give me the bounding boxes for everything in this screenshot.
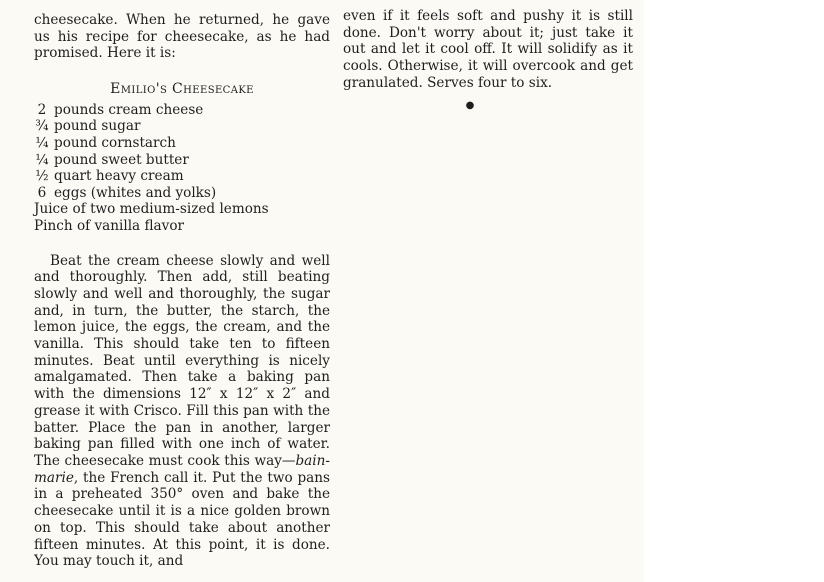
ingredient-list — [34, 102, 330, 235]
ingredient-item — [34, 201, 330, 218]
ingredient-text: pounds cream cheese — [54, 101, 204, 118]
ingredient-text: pound sugar — [54, 118, 141, 135]
method-italic-term: bain-marie — [34, 453, 330, 486]
ingredient-text: quart heavy cream — [54, 168, 184, 185]
ingredient-qty: ¼ — [35, 151, 49, 168]
ingredient-item — [34, 218, 330, 235]
ingredient-text: Pinch of vanilla flavor — [34, 217, 185, 234]
ingredient-item — [34, 185, 330, 202]
ingredient-qty: 2 — [37, 101, 47, 118]
intro-paragraph: cheesecake. When he returned, he gave us his recipe for cheesecake, as he had promised. Here it is: — [34, 12, 330, 62]
ingredient-qty: 6 — [37, 184, 47, 201]
right-column — [343, 8, 633, 111]
ingredient-text: pound cornstarch — [54, 135, 176, 151]
ingredient-qty: ½ — [35, 168, 49, 185]
ingredient-item — [34, 168, 330, 185]
ingredient-text: eggs (whites and yolks) — [54, 184, 217, 201]
ingredient-qty: ¼ — [35, 135, 49, 151]
method-paragraph — [34, 253, 330, 570]
ingredient-item — [34, 152, 330, 169]
ingredient-text: Juice of two medium-sized lemons — [34, 201, 269, 218]
left-column — [34, 12, 330, 570]
continuation-paragraph: even if it feels soft and pushy it is still done. Don't worry about it; just take it out and let it cool off. It will solidify as it cools. Otherwise, it will overcook and get granulated. Serves four to six. — [343, 8, 633, 91]
ingredient-qty: ¾ — [35, 118, 49, 135]
ingredient-text: pound sweet butter — [54, 151, 189, 168]
recipe-title: Emilio's Cheesecake — [110, 81, 254, 98]
ingredient-item — [34, 118, 330, 135]
bullet-ornament: ● — [465, 99, 475, 111]
method-text-part1: Beat the cream cheese slowly and well and thoroughly. Then add, still beating slowly and well and thoroughly, the sugar and, in turn, the butter, the starch, the lemon juice, the eggs, the cream, and the vanilla. This should take ten to fifteen minutes. Beat until everything is nicely amalgamated. Then take a baking pan with the dimensions 12″ x 12″ x 2″ and grease it with Crisco. Fill this pan with the batter. Place the pan in another, larger baking pan filled with one inch of water. The cheesecake must cook this way— — [34, 252, 330, 469]
method-text-part2: , the French call it. Put the two pans in a preheated 350° oven and bake the cheesecake until it is a nice golden brown on top. This should take about another fifteen minutes. At this point, it is done. You may touch it, and — [34, 469, 330, 570]
ingredient-item — [34, 135, 330, 152]
ingredient-item — [34, 102, 330, 119]
